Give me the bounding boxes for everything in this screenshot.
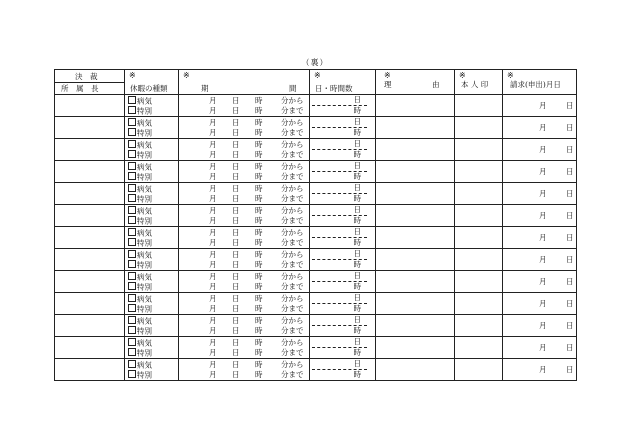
special-option[interactable]: 特別 bbox=[125, 128, 178, 138]
table-row bbox=[55, 293, 577, 315]
period-start: 月 日 時 分から bbox=[209, 117, 304, 127]
stamp-cell[interactable] bbox=[455, 315, 503, 337]
special-option[interactable]: 特別 bbox=[125, 304, 178, 314]
period-cell[interactable] bbox=[179, 95, 310, 117]
duration-days: 日 bbox=[312, 95, 367, 106]
approval-cell[interactable] bbox=[55, 315, 125, 337]
period-cell[interactable] bbox=[179, 293, 310, 315]
checkbox-sick[interactable] bbox=[128, 118, 136, 126]
leave-type-cell bbox=[125, 95, 179, 117]
checkbox-sick[interactable] bbox=[128, 360, 136, 368]
reason-label-1: 理 bbox=[384, 79, 392, 89]
period-start: 月 日 時 分から bbox=[209, 227, 304, 237]
leave-type-cell bbox=[125, 293, 179, 315]
checkbox-special[interactable] bbox=[128, 172, 136, 180]
claim-date-cell[interactable]: 月 日 bbox=[503, 227, 577, 249]
claim-date-cell[interactable]: 月 日 bbox=[503, 117, 577, 139]
checkbox-sick[interactable] bbox=[128, 140, 136, 148]
duration-days: 日 bbox=[312, 117, 367, 128]
claim-date-cell[interactable]: 月 日 bbox=[503, 315, 577, 337]
checkbox-special[interactable] bbox=[128, 282, 136, 290]
period-label-2: 間 bbox=[289, 83, 297, 93]
duration-days: 日 bbox=[312, 161, 367, 172]
duration-cell[interactable] bbox=[310, 249, 376, 271]
sick-option[interactable]: 病気 bbox=[125, 294, 178, 304]
period-start: 月 日 時 分から bbox=[209, 205, 304, 215]
approval-cell[interactable] bbox=[55, 271, 125, 293]
checkbox-special[interactable] bbox=[128, 326, 136, 334]
period-end: 月 日 時 分まで bbox=[209, 347, 304, 357]
duration-days: 日 bbox=[312, 271, 367, 282]
period-end: 月 日 時 分まで bbox=[209, 105, 304, 115]
duration-hours: 時 bbox=[353, 282, 361, 291]
leave-type-cell bbox=[125, 337, 179, 359]
claim-date-header bbox=[503, 70, 577, 95]
table-row bbox=[55, 139, 577, 161]
reason-cell[interactable] bbox=[376, 205, 455, 227]
stamp-cell[interactable] bbox=[455, 271, 503, 293]
period-start: 月 日 時 分から bbox=[209, 161, 304, 171]
reason-cell[interactable] bbox=[376, 95, 455, 117]
period-end: 月 日 時 分まで bbox=[209, 369, 304, 379]
period-start: 月 日 時 分から bbox=[209, 183, 304, 193]
approval-cell[interactable] bbox=[55, 359, 125, 381]
period-end: 月 日 時 分まで bbox=[209, 149, 304, 159]
stamp-label: 本 人 印 bbox=[461, 79, 489, 89]
duration-days: 日 bbox=[312, 183, 367, 194]
duration-cell[interactable] bbox=[310, 183, 376, 205]
claim-date-cell[interactable]: 月 日 bbox=[503, 205, 577, 227]
period-start: 月 日 時 分から bbox=[209, 359, 304, 369]
leave-type-cell bbox=[125, 271, 179, 293]
table-row bbox=[55, 271, 577, 293]
claim-date-cell[interactable]: 月 日 bbox=[503, 359, 577, 381]
stamp-cell[interactable] bbox=[455, 249, 503, 271]
duration-header bbox=[310, 70, 376, 95]
special-option[interactable]: 特別 bbox=[125, 216, 178, 226]
duration-hours: 時 bbox=[353, 260, 361, 269]
sick-option[interactable]: 病気 bbox=[125, 184, 178, 194]
claim-date-cell[interactable]: 月 日 bbox=[503, 337, 577, 359]
duration-cell[interactable] bbox=[310, 271, 376, 293]
duration-cell[interactable] bbox=[310, 315, 376, 337]
checkbox-special[interactable] bbox=[128, 348, 136, 356]
period-start: 月 日 時 分から bbox=[209, 293, 304, 303]
table-row bbox=[55, 249, 577, 271]
checkbox-sick[interactable] bbox=[128, 250, 136, 258]
duration-hours: 時 bbox=[353, 326, 361, 335]
leave-type-cell bbox=[125, 117, 179, 139]
period-cell[interactable] bbox=[179, 337, 310, 359]
duration-days: 日 bbox=[312, 227, 367, 238]
sick-option[interactable]: 病気 bbox=[125, 360, 178, 370]
page-title: （裏） bbox=[301, 58, 329, 67]
approval-cell[interactable] bbox=[55, 205, 125, 227]
checkbox-sick[interactable] bbox=[128, 316, 136, 324]
duration-days: 日 bbox=[312, 139, 367, 150]
duration-hours: 時 bbox=[353, 128, 361, 137]
table-row bbox=[55, 117, 577, 139]
approval-label: 決 裁 bbox=[75, 71, 98, 81]
reason-cell[interactable] bbox=[376, 249, 455, 271]
leave-type-cell bbox=[125, 205, 179, 227]
period-label-1: 期 bbox=[201, 83, 209, 93]
duration-hours: 時 bbox=[353, 106, 361, 115]
checkbox-special[interactable] bbox=[128, 150, 136, 158]
period-start: 月 日 時 分から bbox=[209, 95, 304, 105]
approval-cell[interactable] bbox=[55, 183, 125, 205]
duration-cell[interactable] bbox=[310, 95, 376, 117]
table-row bbox=[55, 183, 577, 205]
checkbox-special[interactable] bbox=[128, 216, 136, 224]
period-header bbox=[179, 70, 310, 95]
sick-option[interactable]: 病気 bbox=[125, 272, 178, 282]
table-row bbox=[55, 337, 577, 359]
approval-cell[interactable] bbox=[55, 227, 125, 249]
department-head-header bbox=[55, 83, 125, 95]
leave-type-cell bbox=[125, 227, 179, 249]
duration-hours: 時 bbox=[353, 172, 361, 181]
table-row bbox=[55, 315, 577, 337]
period-start: 月 日 時 分から bbox=[209, 315, 304, 325]
period-end: 月 日 時 分まで bbox=[209, 303, 304, 313]
reason-label-2: 由 bbox=[432, 79, 440, 89]
period-end: 月 日 時 分まで bbox=[209, 215, 304, 225]
period-cell[interactable] bbox=[179, 183, 310, 205]
stamp-cell[interactable] bbox=[455, 139, 503, 161]
checkbox-special[interactable] bbox=[128, 128, 136, 136]
leave-type-cell bbox=[125, 183, 179, 205]
special-option[interactable]: 特別 bbox=[125, 326, 178, 336]
period-cell[interactable] bbox=[179, 161, 310, 183]
duration-hours: 時 bbox=[353, 348, 361, 357]
leave-type-label: 休暇の種類 bbox=[130, 83, 168, 93]
duration-hours: 時 bbox=[353, 370, 361, 379]
leave-type-header bbox=[125, 70, 179, 95]
table-row bbox=[55, 161, 577, 183]
duration-hours: 時 bbox=[353, 150, 361, 159]
sick-option[interactable]: 病気 bbox=[125, 118, 178, 128]
checkbox-sick[interactable] bbox=[128, 294, 136, 302]
table-row bbox=[55, 359, 577, 381]
stamp-cell[interactable] bbox=[455, 95, 503, 117]
period-start: 月 日 時 分から bbox=[209, 139, 304, 149]
mark-symbol: ※ bbox=[183, 70, 190, 80]
duration-cell[interactable] bbox=[310, 139, 376, 161]
sick-option[interactable]: 病気 bbox=[125, 228, 178, 238]
mark-symbol: ※ bbox=[129, 70, 136, 80]
period-start: 月 日 時 分から bbox=[209, 271, 304, 281]
mark-symbol: ※ bbox=[384, 70, 391, 80]
leave-type-cell bbox=[125, 249, 179, 271]
sick-option[interactable]: 病気 bbox=[125, 338, 178, 348]
stamp-header bbox=[455, 70, 503, 95]
reason-cell[interactable] bbox=[376, 117, 455, 139]
leave-type-cell bbox=[125, 161, 179, 183]
approval-cell[interactable] bbox=[55, 161, 125, 183]
period-end: 月 日 時 分まで bbox=[209, 171, 304, 181]
duration-cell[interactable] bbox=[310, 205, 376, 227]
period-cell[interactable] bbox=[179, 227, 310, 249]
claim-date-cell[interactable]: 月 日 bbox=[503, 161, 577, 183]
claim-date-cell[interactable]: 月 日 bbox=[503, 139, 577, 161]
stamp-cell[interactable] bbox=[455, 227, 503, 249]
checkbox-sick[interactable] bbox=[128, 272, 136, 280]
claim-date-label: 請求(申出)月日 bbox=[510, 79, 561, 89]
special-option[interactable]: 特別 bbox=[125, 370, 178, 380]
period-end: 月 日 時 分まで bbox=[209, 281, 304, 291]
duration-cell[interactable] bbox=[310, 337, 376, 359]
department-head-label: 所 属 長 bbox=[61, 84, 99, 93]
period-cell[interactable] bbox=[179, 271, 310, 293]
reason-cell[interactable] bbox=[376, 359, 455, 381]
special-option[interactable]: 特別 bbox=[125, 260, 178, 270]
leave-request-table bbox=[54, 69, 577, 381]
claim-date-cell[interactable]: 月 日 bbox=[503, 183, 577, 205]
table-row bbox=[55, 205, 577, 227]
checkbox-sick[interactable] bbox=[128, 228, 136, 236]
duration-hours: 時 bbox=[353, 238, 361, 247]
stamp-cell[interactable] bbox=[455, 293, 503, 315]
table-row bbox=[55, 227, 577, 249]
reason-cell[interactable] bbox=[376, 315, 455, 337]
checkbox-sick[interactable] bbox=[128, 96, 136, 104]
stamp-cell[interactable] bbox=[455, 337, 503, 359]
sick-option[interactable]: 病気 bbox=[125, 162, 178, 172]
period-end: 月 日 時 分まで bbox=[209, 237, 304, 247]
special-option[interactable]: 特別 bbox=[125, 172, 178, 182]
duration-cell[interactable] bbox=[310, 117, 376, 139]
reason-cell[interactable] bbox=[376, 139, 455, 161]
approval-cell[interactable] bbox=[55, 117, 125, 139]
period-cell[interactable] bbox=[179, 139, 310, 161]
mark-symbol: ※ bbox=[314, 70, 321, 80]
duration-cell[interactable] bbox=[310, 227, 376, 249]
stamp-cell[interactable] bbox=[455, 117, 503, 139]
checkbox-sick[interactable] bbox=[128, 162, 136, 170]
period-end: 月 日 時 分まで bbox=[209, 325, 304, 335]
checkbox-sick[interactable] bbox=[128, 338, 136, 346]
mark-symbol: ※ bbox=[459, 70, 466, 80]
duration-days: 日 bbox=[312, 249, 367, 260]
checkbox-special[interactable] bbox=[128, 260, 136, 268]
duration-days: 日 bbox=[312, 359, 367, 370]
checkbox-special[interactable] bbox=[128, 370, 136, 378]
checkbox-special[interactable] bbox=[128, 194, 136, 202]
checkbox-sick[interactable] bbox=[128, 206, 136, 214]
sick-option[interactable]: 病気 bbox=[125, 206, 178, 216]
reason-cell[interactable] bbox=[376, 293, 455, 315]
period-cell[interactable] bbox=[179, 249, 310, 271]
special-option[interactable]: 特別 bbox=[125, 282, 178, 292]
approval-cell[interactable] bbox=[55, 139, 125, 161]
stamp-cell[interactable] bbox=[455, 205, 503, 227]
duration-days: 日 bbox=[312, 205, 367, 216]
duration-cell[interactable] bbox=[310, 359, 376, 381]
leave-type-cell bbox=[125, 315, 179, 337]
approval-cell[interactable] bbox=[55, 337, 125, 359]
period-end: 月 日 時 分まで bbox=[209, 259, 304, 269]
sick-option[interactable]: 病気 bbox=[125, 96, 178, 106]
special-option[interactable]: 特別 bbox=[125, 106, 178, 116]
reason-cell[interactable] bbox=[376, 161, 455, 183]
sick-option[interactable]: 病気 bbox=[125, 250, 178, 260]
sick-option[interactable]: 病気 bbox=[125, 140, 178, 150]
duration-hours: 時 bbox=[353, 304, 361, 313]
approval-cell[interactable] bbox=[55, 95, 125, 117]
sick-option[interactable]: 病気 bbox=[125, 316, 178, 326]
approval-cell[interactable] bbox=[55, 293, 125, 315]
table-row bbox=[55, 95, 577, 117]
special-option[interactable]: 特別 bbox=[125, 194, 178, 204]
special-option[interactable]: 特別 bbox=[125, 348, 178, 358]
stamp-cell[interactable] bbox=[455, 161, 503, 183]
reason-cell[interactable] bbox=[376, 337, 455, 359]
reason-cell[interactable] bbox=[376, 271, 455, 293]
reason-cell[interactable] bbox=[376, 183, 455, 205]
leave-type-cell bbox=[125, 139, 179, 161]
special-option[interactable]: 特別 bbox=[125, 238, 178, 248]
special-option[interactable]: 特別 bbox=[125, 150, 178, 160]
reason-header bbox=[376, 70, 455, 95]
duration-cell[interactable] bbox=[310, 293, 376, 315]
claim-date-cell[interactable]: 月 日 bbox=[503, 293, 577, 315]
approval-cell[interactable] bbox=[55, 249, 125, 271]
period-start: 月 日 時 分から bbox=[209, 249, 304, 259]
duration-label: 日・時間数 bbox=[315, 83, 353, 93]
period-end: 月 日 時 分まで bbox=[209, 127, 304, 137]
period-start: 月 日 時 分から bbox=[209, 337, 304, 347]
stamp-cell[interactable] bbox=[455, 183, 503, 205]
stamp-cell[interactable] bbox=[455, 359, 503, 381]
period-cell[interactable] bbox=[179, 117, 310, 139]
mark-symbol: ※ bbox=[507, 70, 514, 80]
duration-days: 日 bbox=[312, 293, 367, 304]
duration-cell[interactable] bbox=[310, 161, 376, 183]
period-cell[interactable] bbox=[179, 315, 310, 337]
duration-hours: 時 bbox=[353, 216, 361, 225]
period-cell[interactable] bbox=[179, 205, 310, 227]
approval-header bbox=[55, 70, 125, 83]
duration-days: 日 bbox=[312, 315, 367, 326]
period-cell[interactable] bbox=[179, 359, 310, 381]
checkbox-special[interactable] bbox=[128, 106, 136, 114]
checkbox-sick[interactable] bbox=[128, 184, 136, 192]
leave-type-cell bbox=[125, 359, 179, 381]
period-end: 月 日 時 分まで bbox=[209, 193, 304, 203]
claim-date-cell[interactable]: 月 日 bbox=[503, 271, 577, 293]
checkbox-special[interactable] bbox=[128, 304, 136, 312]
duration-hours: 時 bbox=[353, 194, 361, 203]
checkbox-special[interactable] bbox=[128, 238, 136, 246]
duration-days: 日 bbox=[312, 337, 367, 348]
claim-date-cell[interactable]: 月 日 bbox=[503, 249, 577, 271]
claim-date-cell[interactable]: 月 日 bbox=[503, 95, 577, 117]
reason-cell[interactable] bbox=[376, 227, 455, 249]
